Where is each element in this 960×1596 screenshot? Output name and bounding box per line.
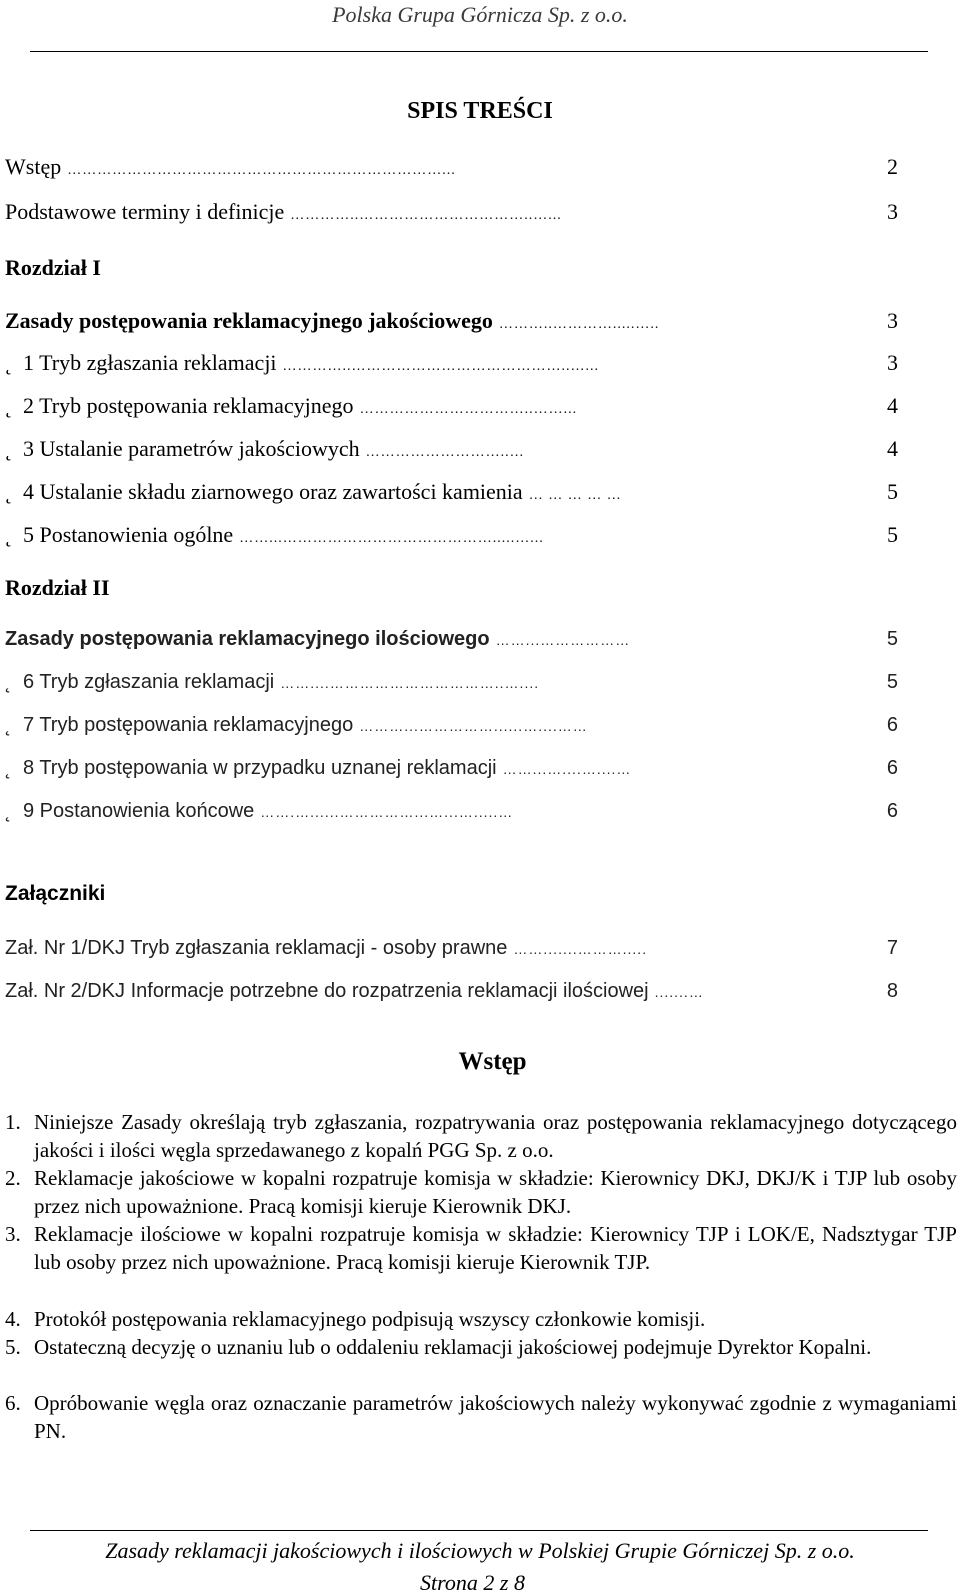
toc-entry-label: 5 Postanowienia ogólne — [23, 522, 234, 547]
toc-entry-label: Podstawowe terminy i definicje — [5, 199, 285, 224]
toc-attachments-heading: Załączniki — [5, 882, 106, 905]
toc-leader-dots: ……...…....…....… — [502, 761, 632, 777]
toc-leader-dots: …….......………..... — [513, 941, 648, 957]
paragraph-text: Reklamacje ilościowe w kopalni rozpatruje komisja w składzie: Kierownicy TJP i LOK/E, Nadsztygar TJP lub osoby przez nich upoważnione. Pracą komisji kieruje Kierownik TJP. — [34, 1222, 957, 1274]
toc-leader-dots: …………..……………………………………..…... — [282, 359, 600, 374]
toc-entry-label: 2 Tryb postępowania reklamacyjnego — [23, 393, 354, 418]
toc-entry-page: 5 — [887, 479, 898, 504]
toc-entry-label: 1 Tryb zgłaszania reklamacji — [23, 350, 277, 375]
toc-entry-5[interactable] — [5, 522, 898, 552]
toc-leader-dots: … … … … … — [528, 488, 622, 503]
toc-entry-page: 8 — [886, 980, 898, 1002]
toc-entry-page: 3 — [887, 350, 898, 375]
paragraph-number: 4. — [5, 1307, 21, 1331]
toc-entry-page: 5 — [887, 522, 898, 547]
paragraph-number: 5. — [5, 1335, 21, 1359]
toc-entry-7[interactable] — [5, 714, 898, 744]
section-title-intro: Wstęp — [458, 1048, 527, 1075]
toc-leader-dots: …….…......……………...…...….....… — [260, 804, 514, 820]
header-divider — [30, 51, 928, 52]
toc-indent-marker: ˛ — [5, 393, 13, 418]
toc-leader-dots: ………..………….....….. — [498, 317, 660, 332]
toc-entry-definitions[interactable] — [5, 199, 898, 229]
toc-indent-marker: ˛ — [5, 757, 12, 779]
paragraph-text: Reklamacje jakościowe w kopalni rozpatruje komisja w składzie: Kierownicy DKJ, DKJ/K i TJP lub osoby przez nich upoważnione. Pracą komisji kieruje Kierownik DKJ. — [34, 1166, 957, 1218]
toc-entry-label: Wstęp — [5, 154, 62, 179]
toc-leader-dots: ……...…………………………………….....…... — [239, 531, 544, 546]
toc-leader-dots: .......… — [654, 984, 704, 1000]
toc-entry-page: 5 — [886, 628, 898, 650]
toc-leader-dots: ……....……………………………..….... — [280, 675, 540, 691]
toc-entry-label: Zał. Nr 2/DKJ Informacje potrzebne do rozpatrzenia reklamacji ilościowej — [5, 980, 649, 1002]
toc-entry-page: 3 — [887, 308, 898, 333]
toc-entry-label: 6 Tryb zgłaszania reklamacji — [23, 671, 275, 693]
toc-leader-dots: ……...……………… — [495, 632, 631, 648]
toc-entry-page: 6 — [886, 800, 898, 822]
toc-indent-marker: ˛ — [5, 714, 12, 736]
toc-entry-page: 6 — [886, 714, 898, 736]
paragraph-5 — [5, 1333, 957, 1361]
toc-entry-page: 3 — [887, 199, 898, 224]
toc-chapter-2-heading: Rozdział II — [5, 575, 110, 600]
toc-entry-label: 4 Ustalanie składu ziarnowego oraz zawartości kamienia — [23, 479, 523, 504]
toc-title: SPIS TREŚCI — [407, 98, 553, 124]
toc-attachment-2[interactable] — [5, 980, 898, 1010]
toc-indent-marker: ˛ — [5, 522, 13, 547]
toc-indent-marker: ˛ — [5, 436, 13, 461]
toc-leader-dots: …………………………………………………………………... — [67, 163, 456, 178]
toc-entry-label: 8 Tryb postępowania w przypadku uznanej reklamacji — [23, 757, 497, 779]
toc-entry-page: 6 — [886, 757, 898, 779]
paragraph-3 — [5, 1220, 957, 1276]
paragraph-text: Protokół postępowania reklamacyjnego podpisują wszyscy członkowie komisji. — [34, 1307, 706, 1331]
paragraph-number: 3. — [5, 1222, 21, 1246]
paragraph-text: Opróbowanie węgla oraz oznaczanie parametrów jakościowych należy wykonywać zgodnie z wymaganiami PN. — [34, 1391, 957, 1443]
toc-attachment-1[interactable] — [5, 937, 898, 967]
toc-leader-dots: ………………………..… — [365, 445, 525, 460]
toc-entry-8[interactable] — [5, 757, 898, 787]
page-header: Polska Grupa Górnicza Sp. z o.o. — [332, 2, 628, 27]
toc-indent-marker: ˛ — [5, 479, 13, 504]
toc-indent-marker: ˛ — [5, 350, 13, 375]
toc-entry-1[interactable] — [5, 350, 898, 380]
toc-entry-page: 2 — [887, 154, 898, 179]
toc-entry-intro[interactable] — [5, 154, 898, 184]
paragraph-text: Niniejsze Zasady określają tryb zgłaszania, rozpatrywania oraz postępowania reklamacyjnego dotyczącego jakości i ilości węgla sprzedawanego z kopalń PGG Sp. z o.o. — [34, 1110, 957, 1162]
toc-leader-dots: …………..……………………………..…... — [290, 208, 562, 223]
toc-chapter-1-title[interactable] — [5, 308, 898, 338]
page-number: Strona 2 z 8 — [420, 1570, 525, 1595]
paragraph-number: 6. — [5, 1391, 21, 1415]
toc-chapter-1-heading: Rozdział I — [5, 255, 101, 280]
toc-entry-label: 3 Ustalanie parametrów jakościowych — [23, 436, 360, 461]
toc-leader-dots: ……………………………..……... — [359, 402, 578, 417]
toc-entry-4[interactable] — [5, 479, 898, 509]
toc-entry-6[interactable] — [5, 671, 898, 701]
toc-entry-page: 4 — [887, 436, 898, 461]
paragraph-number: 2. — [5, 1166, 21, 1190]
toc-entry-2[interactable] — [5, 393, 898, 423]
toc-leader-dots: ………...……………......…....…… — [359, 718, 588, 734]
toc-entry-3[interactable] — [5, 436, 898, 466]
toc-indent-marker: ˛ — [5, 800, 12, 822]
toc-entry-label: Zasady postępowania reklamacyjnego jakościowego — [5, 308, 493, 333]
toc-entry-label: Zasady postępowania reklamacyjnego ilościowego — [5, 628, 490, 650]
toc-entry-page: 7 — [886, 937, 898, 959]
paragraph-number: 1. — [5, 1110, 21, 1134]
toc-chapter-2-title[interactable] — [5, 628, 898, 658]
toc-entry-label: 7 Tryb postępowania reklamacyjnego — [23, 714, 354, 736]
paragraph-4 — [5, 1305, 957, 1333]
toc-entry-label: Zał. Nr 1/DKJ Tryb zgłaszania reklamacji - osoby prawne — [5, 937, 508, 959]
paragraph-1 — [5, 1108, 957, 1164]
footer-divider — [30, 1530, 928, 1531]
paragraph-2 — [5, 1164, 957, 1220]
toc-entry-9[interactable] — [5, 800, 898, 830]
page-footer: Zasady reklamacji jakościowych i ilościowych w Polskiej Grupie Górniczej Sp. z o.o. — [105, 1538, 855, 1563]
toc-indent-marker: ˛ — [5, 671, 12, 693]
toc-entry-page: 4 — [887, 393, 898, 418]
paragraph-6 — [5, 1389, 957, 1445]
toc-entry-label: 9 Postanowienia końcowe — [23, 800, 255, 822]
toc-entry-page: 5 — [886, 671, 898, 693]
paragraph-text: Ostateczną decyzję o uznaniu lub o oddaleniu reklamacji jakościowej podejmuje Dyrektor Kopalni. — [34, 1335, 872, 1359]
